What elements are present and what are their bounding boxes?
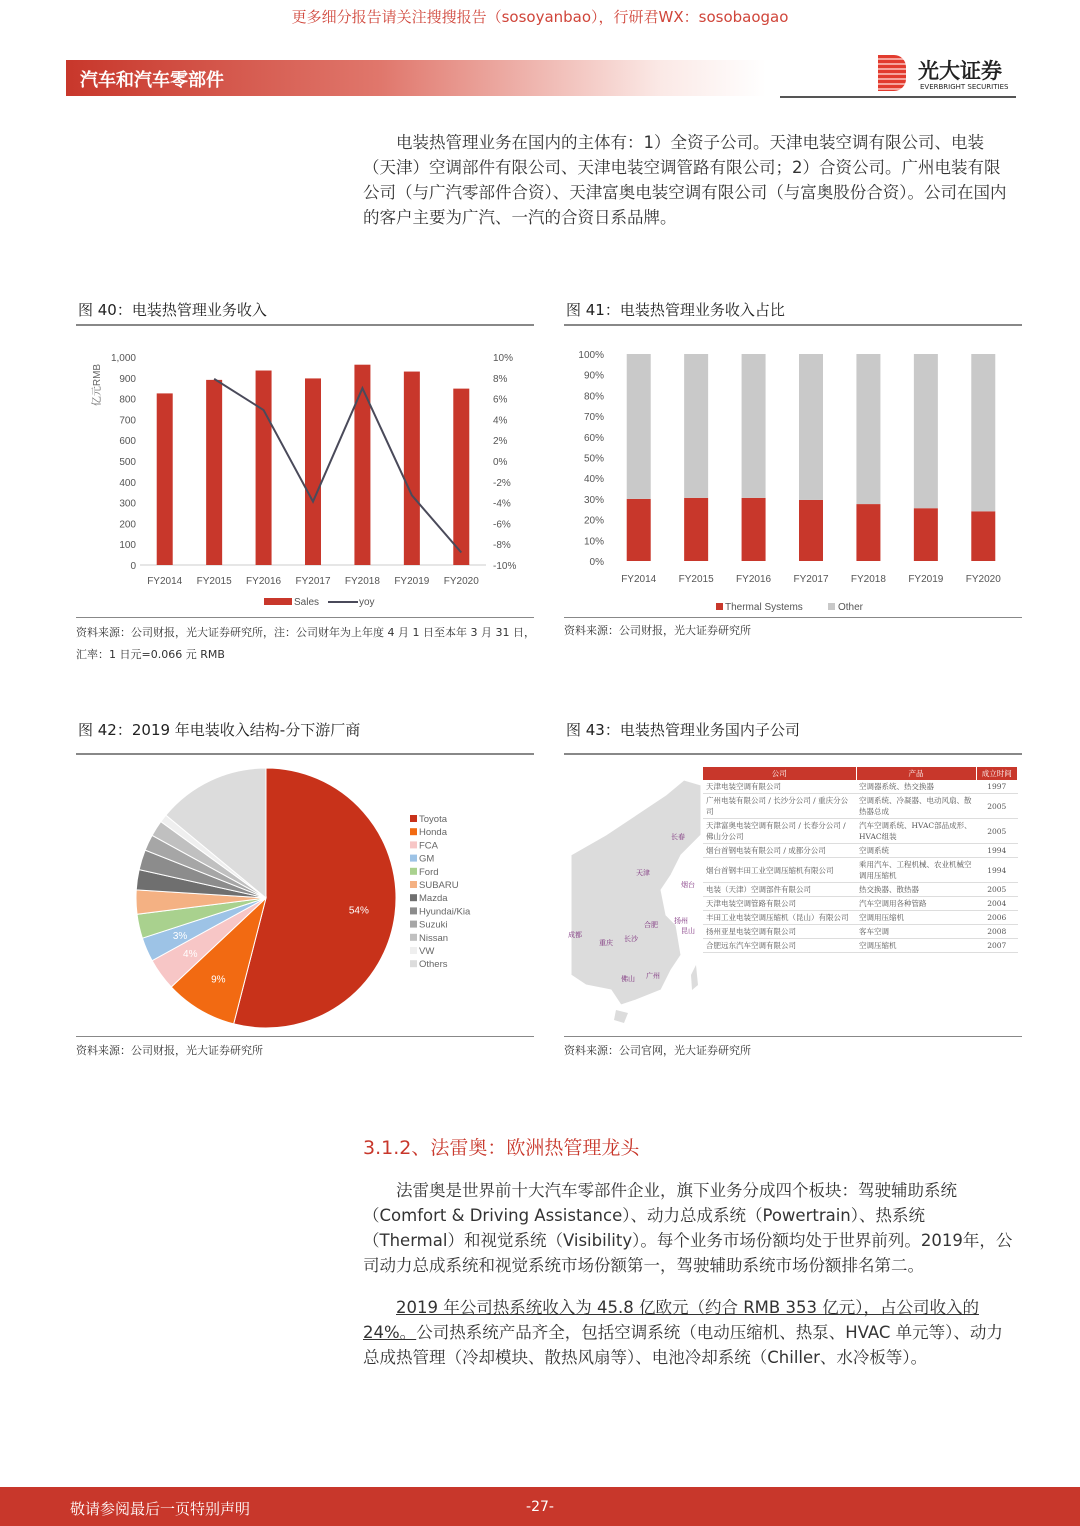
thermal-bar [684, 498, 708, 561]
cell-year: 2007 [976, 939, 1018, 953]
legend-label: Toyota [419, 814, 447, 825]
cell-year: 2005 [976, 883, 1018, 897]
legend-label: GM [419, 853, 435, 865]
y-tick-label: 90% [583, 370, 604, 382]
table-row [703, 819, 1018, 844]
legend-label: Suzuki [419, 919, 448, 931]
table-row [703, 939, 1018, 953]
table-row [703, 883, 1018, 897]
y-tick-label: 0% [589, 557, 604, 568]
y-tick-label: 40% [583, 474, 604, 486]
cell-year: 1997 [976, 780, 1018, 794]
legend-label: Honda [419, 827, 447, 839]
cell-product: 热交换器、散热器 [856, 883, 976, 897]
map-city-label: 重庆 [599, 940, 613, 947]
thermal-bar [742, 498, 766, 561]
y-tick-label: 200 [119, 519, 136, 531]
everbright-logo [878, 55, 1018, 95]
logo-mark-icon [878, 55, 906, 91]
map-city-label: 佛山 [621, 976, 635, 983]
x-tick-label: FY2017 [295, 576, 331, 587]
fig40-chart [76, 330, 536, 615]
y2-tick-label: 10% [493, 353, 514, 364]
y-tick-label: 70% [583, 412, 604, 424]
x-tick-label: FY2018 [850, 574, 886, 585]
y-tick-label: 400 [119, 477, 136, 489]
legend-swatch [410, 868, 417, 875]
y-tick-label: 100 [119, 540, 136, 552]
legend-swatch [410, 960, 417, 967]
fig40-bottom-line [76, 617, 534, 618]
fig42-bottom-line [76, 1036, 534, 1037]
legend-label: SUBARU [419, 880, 459, 891]
footer-disclaimer: 敬请参阅最后一页特别声明 [70, 1500, 251, 1518]
pie-data-label: 9% [211, 974, 226, 986]
sales-bar [404, 372, 420, 565]
cell-year: 2006 [976, 911, 1018, 925]
cell-product: 乘用汽车、工程机械、农业机械空调用压缩机 [856, 858, 976, 883]
legend-swatch [410, 855, 417, 862]
x-tick-label: FY2015 [678, 574, 714, 585]
thermal-bar [914, 508, 938, 561]
sales-bar [157, 393, 173, 565]
legend-label: Mazda [419, 893, 448, 905]
other-bar [742, 354, 766, 498]
legend-label: Nissan [419, 932, 449, 944]
promo-banner: 更多细分报告请关注搜搜报告（sosoyanbao），行研君WX：sosobaogao [291, 8, 789, 26]
x-tick-label: FY2018 [344, 576, 380, 587]
other-bar [799, 354, 823, 500]
y-tick-label: 700 [119, 415, 136, 427]
y-tick-label: 300 [119, 498, 136, 510]
legend-swatch [410, 921, 417, 928]
header-section-title: 汽车和汽车零部件 [80, 70, 224, 91]
legend-swatch [410, 828, 417, 835]
cell-company: 烟台首钢丰田工业空调压缩机有限公司 [703, 858, 856, 883]
y-tick-label: 60% [583, 432, 604, 444]
pie-data-label: 54% [348, 905, 369, 917]
table-row [703, 844, 1018, 858]
table-row [703, 794, 1018, 819]
valeo-paragraph-2 [363, 1295, 1015, 1370]
valeo-paragraph-1: 法雷奥是世界前十大汽车零部件企业，旗下业务分成四个板块：驾驶辅助系统（Comfort & Driving Assistance）、动力总成系统（Powertrain）、热系统（Thermal）和视觉系统（Visibility）。每个业务市场份额均处于世界前列。2019年，公司动力总成系统和视觉系统市场份额第一，驾驶辅助系统市场份额排名第二。 [363, 1181, 1013, 1275]
page-number: -27- [526, 1499, 554, 1515]
y2-tick-label: -4% [493, 498, 511, 510]
logo-cn: 光大证券 [918, 59, 1002, 83]
china-map [566, 775, 701, 1025]
fig41-title: 图 41：电装热管理业务收入占比 [566, 301, 785, 319]
fig40-title: 图 40：电装热管理业务收入 [78, 301, 267, 319]
cell-company: 丰田工业电装空调压缩机（昆山）有限公司 [703, 911, 856, 925]
cell-product: 汽车空调系统、HVAC部品成形、HVAC组装 [856, 819, 976, 844]
x-tick-label: FY2019 [908, 574, 944, 585]
y2-tick-label: -8% [493, 540, 511, 552]
legend-swatch [410, 907, 417, 914]
x-tick-label: FY2014 [147, 576, 183, 587]
legend-swatch [410, 934, 417, 941]
cell-company: 合肥远东汽车空调有限公司 [703, 939, 856, 953]
sales-bar [354, 365, 370, 565]
thermal-bar [971, 511, 995, 561]
cell-year: 2005 [976, 794, 1018, 819]
fig40-source: 资料来源：公司财报，光大证券研究所，注：公司财年为上年度 4 月 1 日至本年 3 月 31 日，汇率：1 日元=0.066 元 RMB [76, 626, 535, 661]
y-tick-label: 80% [583, 391, 604, 403]
thermal-bar [627, 499, 651, 561]
table-row [703, 897, 1018, 911]
fig41-divider [564, 324, 1022, 326]
legend-swatch [410, 881, 417, 888]
legend-sales-swatch [264, 598, 292, 605]
map-city-label: 扬州 [674, 918, 688, 925]
x-tick-label: FY2015 [196, 576, 232, 587]
hainan-shape [614, 1010, 628, 1023]
y2-tick-label: -2% [493, 477, 511, 489]
valeo-thermal-products: 公司热系统产品齐全，包括空调系统（电动压缩机、热泵、HVAC 单元等）、动力总成热管理（冷却模块、散热风扇等）、电池冷却系统（Chiller、水冷板等）。 [363, 1323, 1003, 1367]
cell-company: 扬州亚星电装空调有限公司 [703, 925, 856, 939]
fig43-title: 图 43：电装热管理业务国内子公司 [566, 721, 800, 739]
cell-product: 客车空调 [856, 925, 976, 939]
legend-swatch [410, 894, 417, 901]
legend-swatch [410, 815, 417, 822]
legend-label: VW [419, 946, 435, 957]
legend-label: Others [419, 959, 448, 971]
fig43-divider [564, 753, 1022, 755]
y-tick-label: 10% [583, 536, 604, 548]
map-city-label: 天津 [636, 870, 650, 877]
fig41-source: 资料来源：公司财报，光大证券研究所 [564, 624, 751, 637]
x-tick-label: FY2016 [736, 574, 772, 585]
y-tick-label: 50% [583, 453, 604, 465]
fig42-chart [76, 760, 536, 1035]
y-tick-label: 0 [130, 561, 136, 572]
y-tick-label: 20% [583, 515, 604, 527]
thermal-bar [799, 500, 823, 561]
y2-tick-label: -10% [493, 561, 517, 572]
cell-year: 2004 [976, 897, 1018, 911]
sales-bar [305, 378, 321, 565]
legend-sales-label: Sales [294, 597, 320, 608]
x-tick-label: FY2017 [793, 574, 829, 585]
cell-product: 汽车空调用各种管路 [856, 897, 976, 911]
sales-bar [206, 380, 222, 565]
legend-thermal-swatch [716, 603, 723, 610]
table-row [703, 858, 1018, 883]
col-product: 产品 [856, 767, 976, 780]
fig41-chart [564, 330, 1024, 615]
cell-company: 天津电装空调有限公司 [703, 780, 856, 794]
legend-swatch [410, 841, 417, 848]
cell-company: 烟台首钢电装有限公司 / 成都分公司 [703, 844, 856, 858]
fig42-title: 图 42：2019 年电装收入结构-分下游厂商 [78, 721, 361, 739]
map-city-label: 烟台 [681, 882, 695, 889]
fig42-source: 资料来源：公司财报，光大证券研究所 [76, 1044, 263, 1057]
y-tick-label: 500 [119, 457, 136, 468]
col-year: 成立时间 [976, 767, 1018, 780]
yoy-line [214, 379, 461, 553]
legend-label: Ford [419, 866, 439, 878]
y2-tick-label: 4% [493, 415, 508, 427]
section-heading: 3.1.2、法雷奥：欧洲热管理龙头 [363, 1137, 640, 1159]
cell-product: 空调系统、冷凝器、电动风扇、散热器总成 [856, 794, 976, 819]
x-tick-label: FY2019 [394, 576, 430, 587]
other-bar [856, 354, 880, 504]
legend-swatch [410, 947, 417, 954]
y-tick-label: 900 [119, 373, 136, 385]
y-tick-label: 800 [119, 394, 136, 406]
y2-tick-label: 0% [493, 457, 508, 468]
y2-tick-label: -6% [493, 519, 511, 531]
map-shape [571, 780, 701, 1005]
map-city-label: 长沙 [624, 936, 638, 943]
other-bar [627, 354, 651, 499]
cell-year: 1994 [976, 844, 1018, 858]
map-city-label: 广州 [646, 973, 660, 980]
other-bar [971, 354, 995, 511]
map-city-label: 合肥 [644, 922, 658, 929]
x-tick-label: FY2014 [621, 574, 657, 585]
x-tick-label: FY2020 [965, 574, 1001, 585]
legend-thermal-label: Thermal Systems [725, 602, 803, 613]
y-axis-label: 亿元RMB [92, 363, 103, 407]
intro-paragraph: 电装热管理业务在国内的主体有：1）全资子公司。天津电装空调有限公司、电装（天津）空调部件有限公司、天津电装空调管路有限公司；2）合资公司。广州电装有限公司（与广汽零部件合资）、天津富奥电装空调有限公司（与富奥股份合资）。公司在国内的客户主要为广汽、一汽的合资日系品牌。 [363, 133, 1007, 227]
map-city-label: 昆山 [681, 928, 695, 935]
y-tick-label: 100% [578, 350, 604, 361]
subsidiary-table [703, 767, 1018, 953]
valeo-thermal-revenue: 2019 年公司热系统收入为 45.8 亿欧元（约合 RMB 353 亿元），占公司收入的 24%。 [363, 1298, 979, 1342]
legend-yoy-label: yoy [359, 597, 375, 608]
cell-product: 空调系统 [856, 844, 976, 858]
fig43-bottom-line [564, 1036, 1022, 1037]
legend-label: Hyundai/Kia [419, 906, 471, 918]
cell-product: 空调器系统、热交换器 [856, 780, 976, 794]
pie-data-label: 4% [183, 949, 198, 961]
fig40-divider [76, 324, 534, 326]
table-row [703, 925, 1018, 939]
cell-company: 天津电装空调管路有限公司 [703, 897, 856, 911]
header-divider [780, 96, 1016, 98]
legend-label: FCA [419, 840, 438, 852]
cell-product: 空调压缩机 [856, 939, 976, 953]
sales-bar [256, 371, 272, 565]
col-company: 公司 [703, 767, 856, 780]
fig43-source: 资料来源：公司官网，光大证券研究所 [564, 1044, 751, 1057]
y2-tick-label: 6% [493, 394, 508, 406]
x-tick-label: FY2020 [443, 576, 479, 587]
map-city-label: 长春 [671, 834, 685, 841]
y2-tick-label: 8% [493, 373, 508, 385]
thermal-bar [856, 504, 880, 561]
y2-tick-label: 2% [493, 436, 508, 448]
taiwan-shape [691, 965, 698, 990]
cell-year: 1994 [976, 858, 1018, 883]
pie-data-label: 3% [172, 931, 188, 943]
cell-product: 空调用压缩机 [856, 911, 976, 925]
x-tick-label: FY2016 [246, 576, 282, 587]
cell-company: 广州电装有限公司 / 长沙分公司 / 重庆分公司 [703, 794, 856, 819]
cell-year: 2008 [976, 925, 1018, 939]
cell-company: 天津富奥电装空调有限公司 / 长春分公司 / 佛山分公司 [703, 819, 856, 844]
fig41-bottom-line [564, 617, 1022, 618]
table-row [703, 911, 1018, 925]
legend-other-label: Other [838, 602, 864, 613]
sales-bar [453, 389, 469, 565]
y-tick-label: 30% [583, 494, 604, 506]
y-tick-label: 600 [119, 436, 136, 448]
cell-company: 电装（天津）空调部件有限公司 [703, 883, 856, 897]
table-row [703, 780, 1018, 794]
cell-year: 2005 [976, 819, 1018, 844]
y-tick-label: 1,000 [110, 353, 136, 364]
other-bar [684, 354, 708, 498]
logo-en: EVERBRIGHT SECURITIES [920, 83, 1009, 91]
other-bar [914, 354, 938, 508]
legend-other-swatch [828, 603, 835, 610]
fig42-divider [76, 753, 534, 755]
map-city-label: 成都 [568, 932, 582, 939]
